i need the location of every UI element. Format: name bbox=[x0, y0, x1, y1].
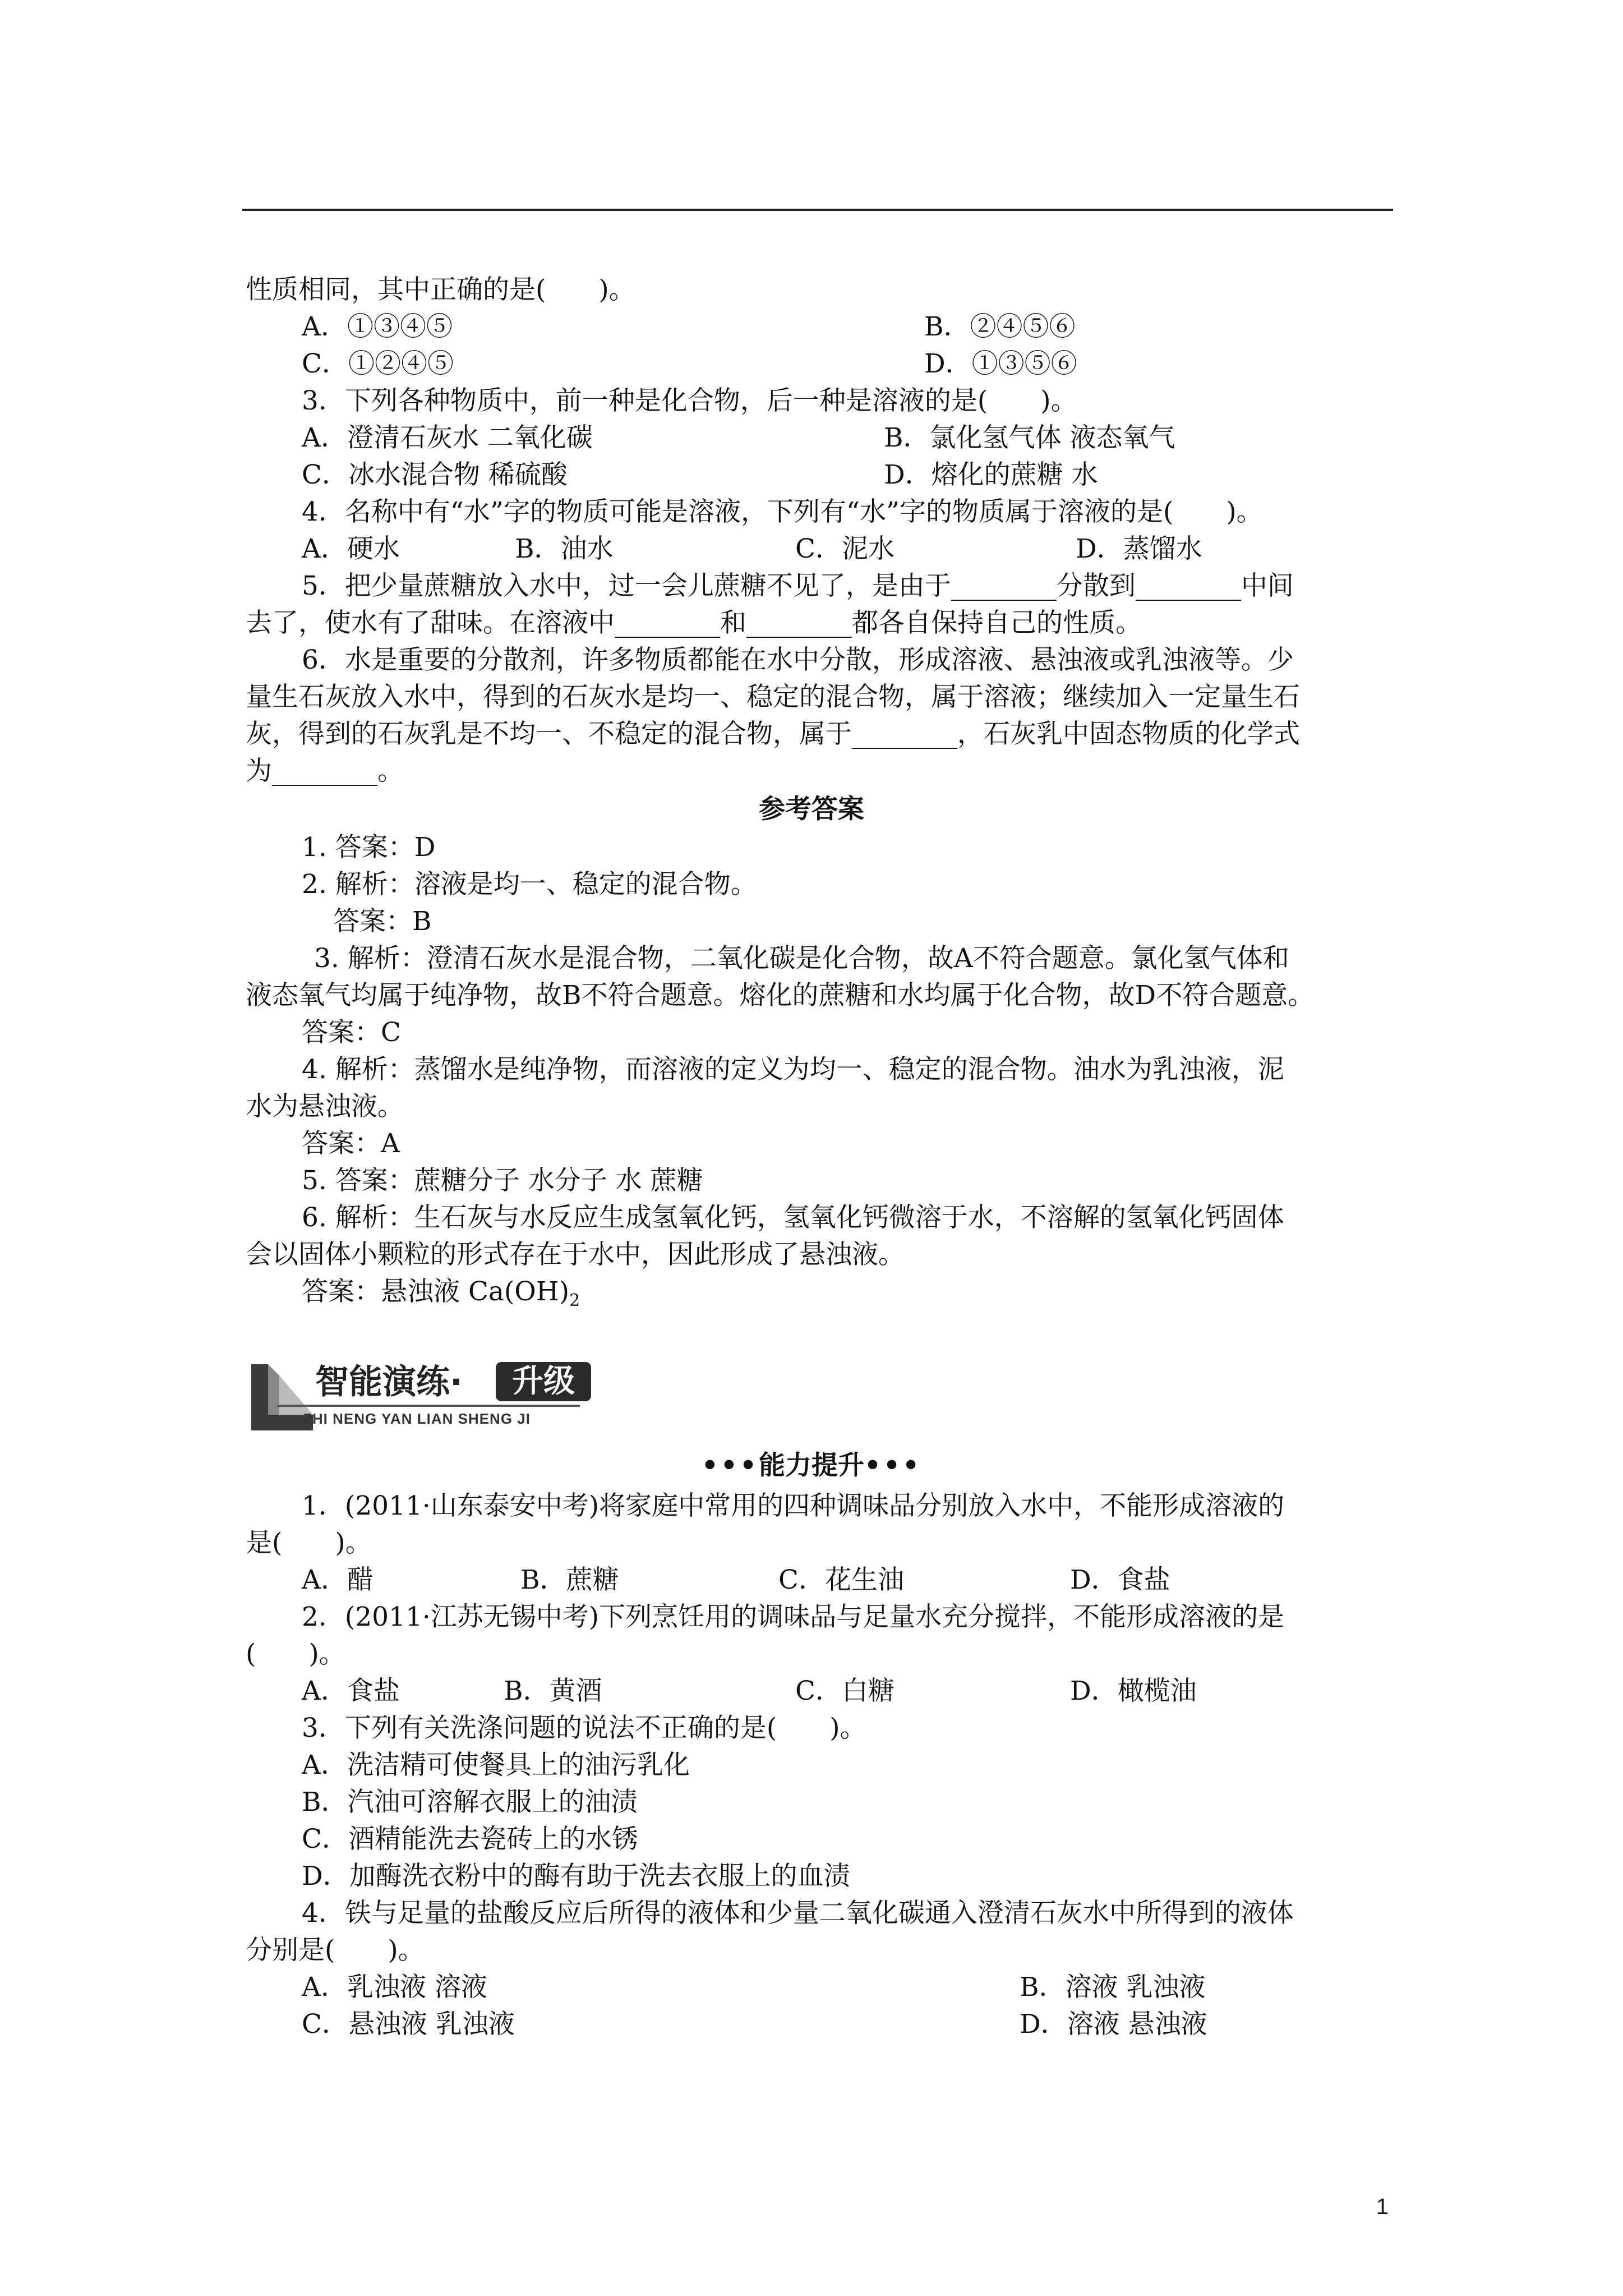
option-c: C．酒精能洗去瓷砖上的水锈 bbox=[302, 1824, 638, 1855]
text-line: 量生石灰放入水中，得到的石灰水是均一、稳定的混合物，属于溶液；继续加入一定量生石 bbox=[246, 682, 1300, 712]
option-b: B．黄酒 bbox=[504, 1676, 602, 1706]
option-c: C．冰水混合物 稀硫酸 bbox=[302, 459, 568, 490]
question-3: 3．下列各种物质中，前一种是化合物，后一种是溶液的是( )。 bbox=[302, 385, 1077, 416]
answer-line: 4. 解析：蒸馏水是纯净物，而溶液的定义为均一、稳定的混合物。油水为乳浊液，泥 bbox=[302, 1054, 1284, 1085]
question-4: 4．名称中有“水”字的物质可能是溶液，下列有“水”字的物质属于溶液的是( )。 bbox=[302, 496, 1263, 527]
text-line: 为________。 bbox=[246, 756, 404, 786]
answer-text: 答案：悬浊液 Ca(OH) bbox=[302, 1276, 570, 1307]
question-1: 1．(2011·山东泰安中考)将家庭中常用的四种调味品分别放入水中，不能形成溶液的 bbox=[302, 1490, 1285, 1521]
option-a: A．澄清石灰水 二氧化碳 bbox=[302, 422, 593, 453]
option-c: C．①②④⑤ bbox=[302, 348, 454, 379]
banner-underline bbox=[277, 1405, 580, 1407]
text-line: 性质相同，其中正确的是( )。 bbox=[246, 274, 635, 305]
option-b: B．氯化氢气体 液态氧气 bbox=[884, 422, 1175, 453]
answer-line: 答案：A bbox=[302, 1128, 400, 1159]
option-d: D．食盐 bbox=[1070, 1565, 1170, 1595]
text-line: ( )。 bbox=[246, 1639, 345, 1669]
answer-line: 会以固体小颗粒的形式存在于水中，因此形成了悬浊液。 bbox=[246, 1239, 905, 1270]
option-a: A．食盐 bbox=[302, 1676, 400, 1706]
option-d: D．加酶洗衣粉中的酶有助于洗去衣服上的血渍 bbox=[302, 1861, 850, 1892]
option-b: B．蔗糖 bbox=[520, 1565, 619, 1595]
answer-line: 答案：B bbox=[333, 906, 432, 937]
text-line: 是( )。 bbox=[246, 1527, 372, 1558]
question-2: 2．(2011·江苏无锡中考)下列烹饪用的调味品与足量水充分搅拌，不能形成溶液的是 bbox=[302, 1602, 1285, 1632]
answer-line: 3. 解析：澄清石灰水是混合物，二氧化碳是化合物，故A不符合题意。氯化氢气体和 bbox=[314, 943, 1289, 974]
question-3: 3．下列有关洗涤问题的说法不正确的是( )。 bbox=[302, 1713, 866, 1743]
question-6: 6．水是重要的分散剂，许多物质都能在水中分散，形成溶液、悬浊液或乳浊液等。少 bbox=[302, 645, 1294, 675]
option-c: C．白糖 bbox=[795, 1676, 895, 1706]
banner-subtitle: ZHI NENG YAN LIAN SHENG JI bbox=[303, 1410, 531, 1427]
option-d: D．熔化的蔗糖 水 bbox=[884, 459, 1098, 490]
answer-line: 水为悬浊液。 bbox=[246, 1091, 404, 1122]
answer-line: 答案：C bbox=[302, 1017, 401, 1048]
option-b: B．汽油可溶解衣服上的油渍 bbox=[302, 1787, 638, 1818]
answer-line: 5. 答案：蔗糖分子 水分子 水 蔗糖 bbox=[302, 1165, 703, 1196]
option-c: C．悬浊液 乳浊液 bbox=[302, 2009, 515, 2040]
option-d: D．①③⑤⑥ bbox=[924, 348, 1077, 379]
option-a: A．醋 bbox=[302, 1565, 374, 1595]
question-4: 4．铁与足量的盐酸反应后所得的液体和少量二氧化碳通入澄清石灰水中所得到的液体 bbox=[302, 1898, 1294, 1929]
text-line: 灰，得到的石灰乳是不均一、不稳定的混合物，属于________，石灰乳中固态物质的化学式 bbox=[246, 719, 1300, 749]
dots-left: ••• bbox=[701, 1450, 759, 1481]
dots-right: ••• bbox=[864, 1450, 922, 1481]
section-banner bbox=[246, 1359, 610, 1437]
option-d: D．蒸馏水 bbox=[1076, 533, 1202, 564]
page-number: 1 bbox=[1376, 2194, 1389, 2219]
answers-heading: 参考答案 bbox=[759, 794, 864, 825]
option-d: D．橄榄油 bbox=[1070, 1676, 1197, 1706]
banner-title: 智能演练· bbox=[315, 1363, 463, 1402]
option-c: C．泥水 bbox=[795, 533, 895, 564]
option-a: A．洗洁精可使餐具上的油污乳化 bbox=[302, 1750, 690, 1780]
option-a: A．硬水 bbox=[302, 533, 400, 564]
section-title bbox=[0, 1448, 1623, 1483]
header-rule bbox=[242, 209, 1393, 211]
answer-line bbox=[302, 1274, 580, 1318]
option-d: D．溶液 悬浊液 bbox=[1020, 2009, 1207, 2040]
answer-line: 2. 解析：溶液是均一、稳定的混合物。 bbox=[302, 869, 757, 900]
option-b: B．溶液 乳浊液 bbox=[1020, 1972, 1206, 2003]
answer-line: 1. 答案：D bbox=[302, 832, 436, 863]
text-line: 去了，使水有了甜味。在溶液中________和________都各自保持自己的性质。 bbox=[246, 608, 1142, 638]
option-b: B．②④⑤⑥ bbox=[924, 311, 1076, 342]
answer-line: 6. 解析：生石灰与水反应生成氢氧化钙，氢氧化钙微溶于水，不溶解的氢氧化钙固体 bbox=[302, 1202, 1284, 1233]
subscript: 2 bbox=[569, 1291, 580, 1310]
option-a: A．乳浊液 溶液 bbox=[302, 1972, 487, 2003]
banner-badge: 升级 bbox=[496, 1362, 591, 1401]
answer-line: 液态氧气均属于纯净物，故B不符合题意。熔化的蔗糖和水均属于化合物，故D不符合题意。 bbox=[246, 980, 1315, 1011]
question-5: 5．把少量蔗糖放入水中，过一会儿蔗糖不见了，是由于________分散到________中间 bbox=[302, 570, 1294, 601]
section-title-text: 能力提升 bbox=[759, 1450, 864, 1481]
option-b: B．油水 bbox=[515, 533, 614, 564]
option-c: C．花生油 bbox=[778, 1565, 904, 1595]
text-line: 分别是( )。 bbox=[246, 1935, 425, 1966]
option-a: A．①③④⑤ bbox=[302, 311, 453, 342]
